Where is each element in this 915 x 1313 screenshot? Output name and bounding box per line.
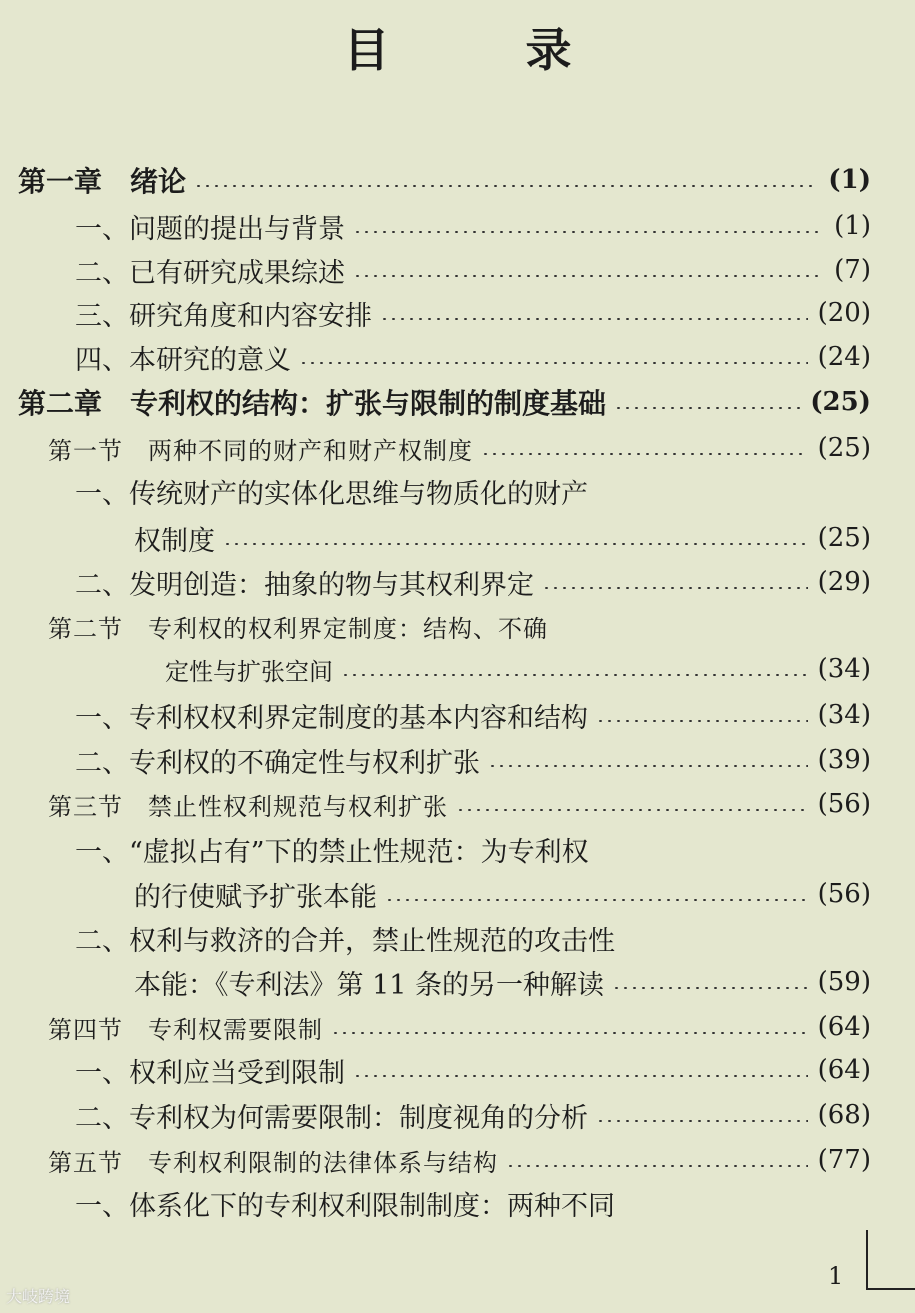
toc-entry-label: 一、“虚拟占有”下的禁止性规范：为专利权 <box>75 836 589 868</box>
toc-entry-label: 第一章 绪论 <box>18 165 187 198</box>
toc-entry-label: 一、问题的提出与背景 <box>75 213 345 245</box>
dot-leader <box>614 407 800 409</box>
toc-entry <box>0 1005 915 1049</box>
dot-leader <box>353 231 824 233</box>
dot-leader <box>542 587 808 589</box>
toc-entry-label: 二、发明创造：抽象的物与其权利界定 <box>75 569 534 601</box>
toc-entry-page-number: (1) <box>834 211 871 241</box>
watermark-text: 大岐跨境 <box>6 1287 71 1306</box>
toc-entry-label: 第四节 专利权需要限制 <box>48 1015 323 1044</box>
toc-entry-label: 一、权利应当受到限制 <box>75 1057 345 1089</box>
toc-entry-page-number: (34) <box>817 700 871 730</box>
toc-entry-page-number: (59) <box>817 967 871 997</box>
dot-leader <box>596 1120 808 1122</box>
toc-entry-page-number: (25) <box>817 523 871 553</box>
toc-entry-label: 的行使赋予扩张本能 <box>134 881 377 913</box>
toc-entry-page-number: (56) <box>817 789 871 819</box>
dot-leader <box>385 899 808 901</box>
toc-entry-page-number: (20) <box>817 298 871 328</box>
toc-entry-label: 本能：《专利法》第 11 条的另一种解读 <box>134 969 605 1001</box>
toc-entry-label: 二、专利权的不确定性与权利扩张 <box>75 747 480 779</box>
toc-entry <box>0 469 915 513</box>
toc-entry-label: 一、体系化下的专利权利限制制度：两种不同 <box>75 1190 615 1222</box>
toc-entry <box>0 647 915 691</box>
toc-entry-label: 第一节 两种不同的财产和财产权制度 <box>48 436 473 465</box>
toc-entry-page-number: (77) <box>817 1145 871 1175</box>
toc-entry-page-number: (68) <box>817 1100 871 1130</box>
toc-entry-label: 第二章 专利权的结构：扩张与限制的制度基础 <box>18 387 607 420</box>
toc-entry <box>0 916 915 960</box>
dot-leader <box>506 1165 808 1167</box>
toc-entry <box>0 291 915 335</box>
toc-entry <box>0 560 915 604</box>
toc-entry <box>0 693 915 737</box>
dot-leader <box>353 275 824 277</box>
dot-leader <box>596 720 808 722</box>
toc-entry-page-number: (64) <box>817 1012 871 1042</box>
toc-entry <box>0 738 915 782</box>
toc-entry-page-number: (25) <box>810 387 871 417</box>
toc-entry-page-number: (7) <box>834 255 871 285</box>
corner-rule-vertical <box>866 1230 868 1290</box>
corner-rule-horizontal <box>866 1288 915 1290</box>
toc-entry <box>0 204 915 248</box>
dot-leader <box>488 765 808 767</box>
footer-page-number: 1 <box>828 1262 844 1290</box>
dot-leader <box>353 1075 808 1077</box>
toc-entry-label: 第二节 专利权的权利界定制度：结构、不确 <box>48 614 548 643</box>
toc-entry-label: 权制度 <box>134 525 215 557</box>
toc-entry-label: 第五节 专利权利限制的法律体系与结构 <box>48 1148 498 1177</box>
toc-entry-label: 二、已有研究成果综述 <box>75 257 345 289</box>
toc-entry <box>0 248 915 292</box>
toc-entry <box>0 960 915 1004</box>
toc-entry-page-number: (29) <box>817 567 871 597</box>
toc-entry-label: 二、专利权为何需要限制：制度视角的分析 <box>75 1102 588 1134</box>
dot-leader <box>194 185 818 187</box>
toc-entry-label: 一、专利权权利界定制度的基本内容和结构 <box>75 702 588 734</box>
toc-entry <box>0 604 915 648</box>
toc-entry-label: 四、本研究的意义 <box>75 344 291 376</box>
toc-entry <box>0 827 915 871</box>
toc-entry-page-number: (39) <box>817 745 871 775</box>
toc-entry <box>0 1181 915 1225</box>
toc-entry <box>0 1093 915 1137</box>
toc-entry <box>0 426 915 470</box>
toc-entry <box>0 335 915 379</box>
dot-leader <box>612 987 808 989</box>
toc-entry-label: 定性与扩张空间 <box>165 657 333 686</box>
toc-entry-label: 第三节 禁止性权利规范与权利扩张 <box>48 792 448 821</box>
toc-entry-page-number: (34) <box>817 654 871 684</box>
toc-entry <box>0 380 915 424</box>
toc-entry-page-number: (24) <box>817 342 871 372</box>
toc-entry <box>0 1048 915 1092</box>
dot-leader <box>456 809 808 811</box>
page-title: 目 录 <box>343 23 632 77</box>
toc-entry-page-number: (56) <box>817 879 871 909</box>
toc-entry <box>0 782 915 826</box>
dot-leader <box>331 1032 808 1034</box>
toc-entry-label: 一、传统财产的实体化思维与物质化的财产 <box>75 478 588 510</box>
dot-leader <box>380 318 808 320</box>
toc-entry-page-number: (25) <box>817 433 871 463</box>
toc-entry <box>0 872 915 916</box>
toc-entry-page-number: (1) <box>828 165 871 195</box>
toc-entry-label: 二、权利与救济的合并，禁止性规范的攻击性 <box>75 925 615 957</box>
toc-entry <box>0 158 915 202</box>
dot-leader <box>299 362 808 364</box>
toc-entry <box>0 516 915 560</box>
dot-leader <box>341 674 808 676</box>
toc-entry <box>0 1138 915 1182</box>
dot-leader <box>481 453 808 455</box>
dot-leader <box>223 543 808 545</box>
toc-entry-page-number: (64) <box>817 1055 871 1085</box>
toc-entry-label: 三、研究角度和内容安排 <box>75 300 372 332</box>
